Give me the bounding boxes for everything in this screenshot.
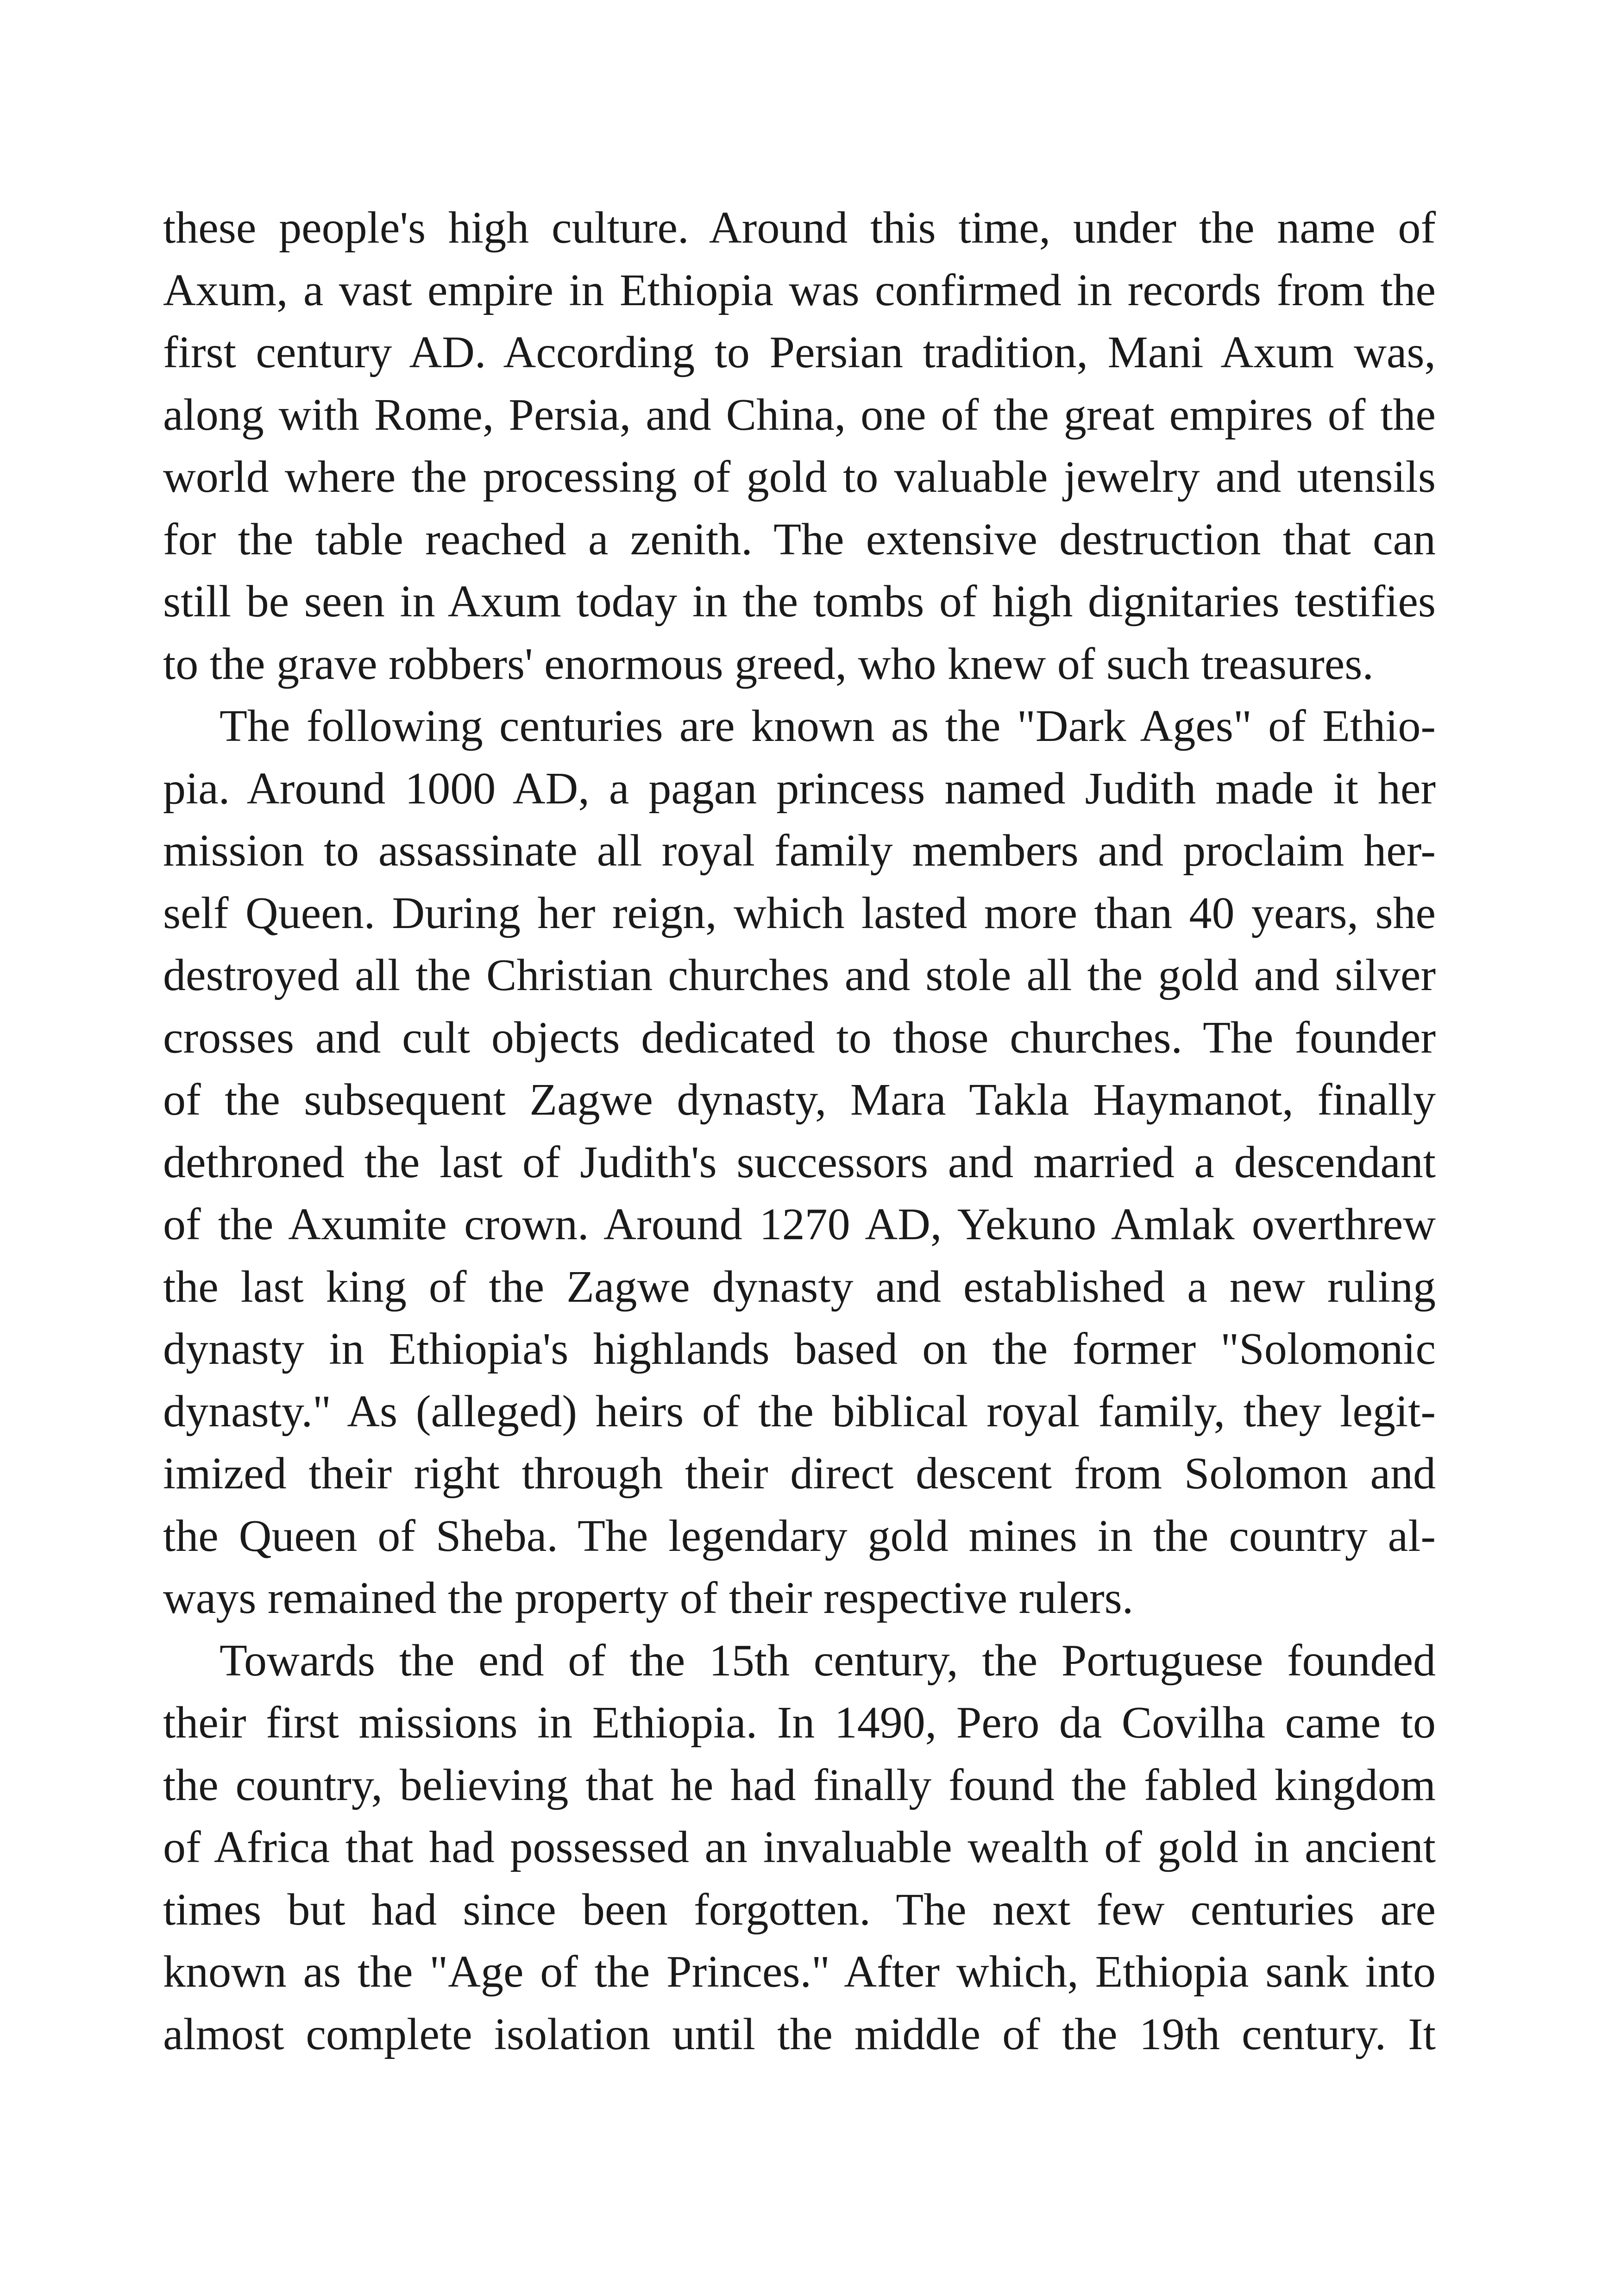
text-line: for the table reached a zenith. The extensive destruction that can: [163, 514, 1436, 565]
text-line: these people's high culture. Around this time, under the name of: [163, 203, 1436, 253]
text-line: destroyed all the Christian churches and stole all the gold and silver: [163, 950, 1436, 1000]
text-line: almost complete isolation until the middle of the 19th century. It: [163, 2009, 1436, 2059]
text-line: the last king of the Zagwe dynasty and established a new ruling: [163, 1261, 1436, 1312]
text-line: The following centuries are known as the "Dark Ages" of Ethio-: [220, 701, 1436, 751]
text-line: times but had since been forgotten. The next few centuries are: [163, 1884, 1436, 1935]
text-line: world where the processing of gold to valuable jewelry and utensils: [163, 452, 1436, 502]
text-line: crosses and cult objects dedicated to those churches. The founder: [163, 1012, 1436, 1063]
text-line: dethroned the last of Judith's successors and married a descendant: [163, 1137, 1436, 1187]
text-line: to the grave robbers' enormous greed, who knew of such treasures.: [163, 639, 1374, 689]
text-line: Towards the end of the 15th century, the Portuguese founded: [220, 1635, 1436, 1686]
text-line: the country, believing that he had finally found the fabled kingdom: [163, 1760, 1436, 1810]
text-line: of the subsequent Zagwe dynasty, Mara Takla Haymanot, finally: [163, 1075, 1436, 1125]
text-line: the Queen of Sheba. The legendary gold mines in the country al-: [163, 1511, 1436, 1561]
paragraph-axum-empire: [163, 197, 1436, 695]
text-line: along with Rome, Persia, and China, one of the great empires of the: [163, 389, 1436, 440]
paragraph-dark-ages: [163, 695, 1436, 1630]
text-line: Axum, a vast empire in Ethiopia was confirmed in records from the: [163, 265, 1436, 315]
text-line: of Africa that had possessed an invaluable wealth of gold in ancient: [163, 1822, 1436, 1872]
text-line: pia. Around 1000 AD, a pagan princess named Judith made it her: [163, 763, 1436, 814]
text-line: dynasty in Ethiopia's highlands based on the former "Solomonic: [163, 1324, 1436, 1374]
paragraph-portuguese-missions: [163, 1630, 1436, 2066]
body-text: [163, 197, 1436, 2065]
text-line: ways remained the property of their respective rulers.: [163, 1573, 1134, 1623]
text-line: still be seen in Axum today in the tombs of high dignitaries testifies: [163, 577, 1436, 627]
text-line: mission to assassinate all royal family members and proclaim her-: [163, 826, 1436, 876]
text-line: self Queen. During her reign, which lasted more than 40 years, she: [163, 888, 1436, 938]
text-line: their first missions in Ethiopia. In 1490, Pero da Covilha came to: [163, 1698, 1436, 1748]
text-line: imized their right through their direct descent from Solomon and: [163, 1449, 1436, 1499]
text-line: of the Axumite crown. Around 1270 AD, Yekuno Amlak overthrew: [163, 1199, 1436, 1249]
text-line: dynasty." As (alleged) heirs of the biblical royal family, they legit-: [163, 1386, 1436, 1437]
text-line: first century AD. According to Persian tradition, Mani Axum was,: [163, 327, 1436, 377]
text-line: known as the "Age of the Princes." After which, Ethiopia sank into: [163, 1947, 1436, 1997]
